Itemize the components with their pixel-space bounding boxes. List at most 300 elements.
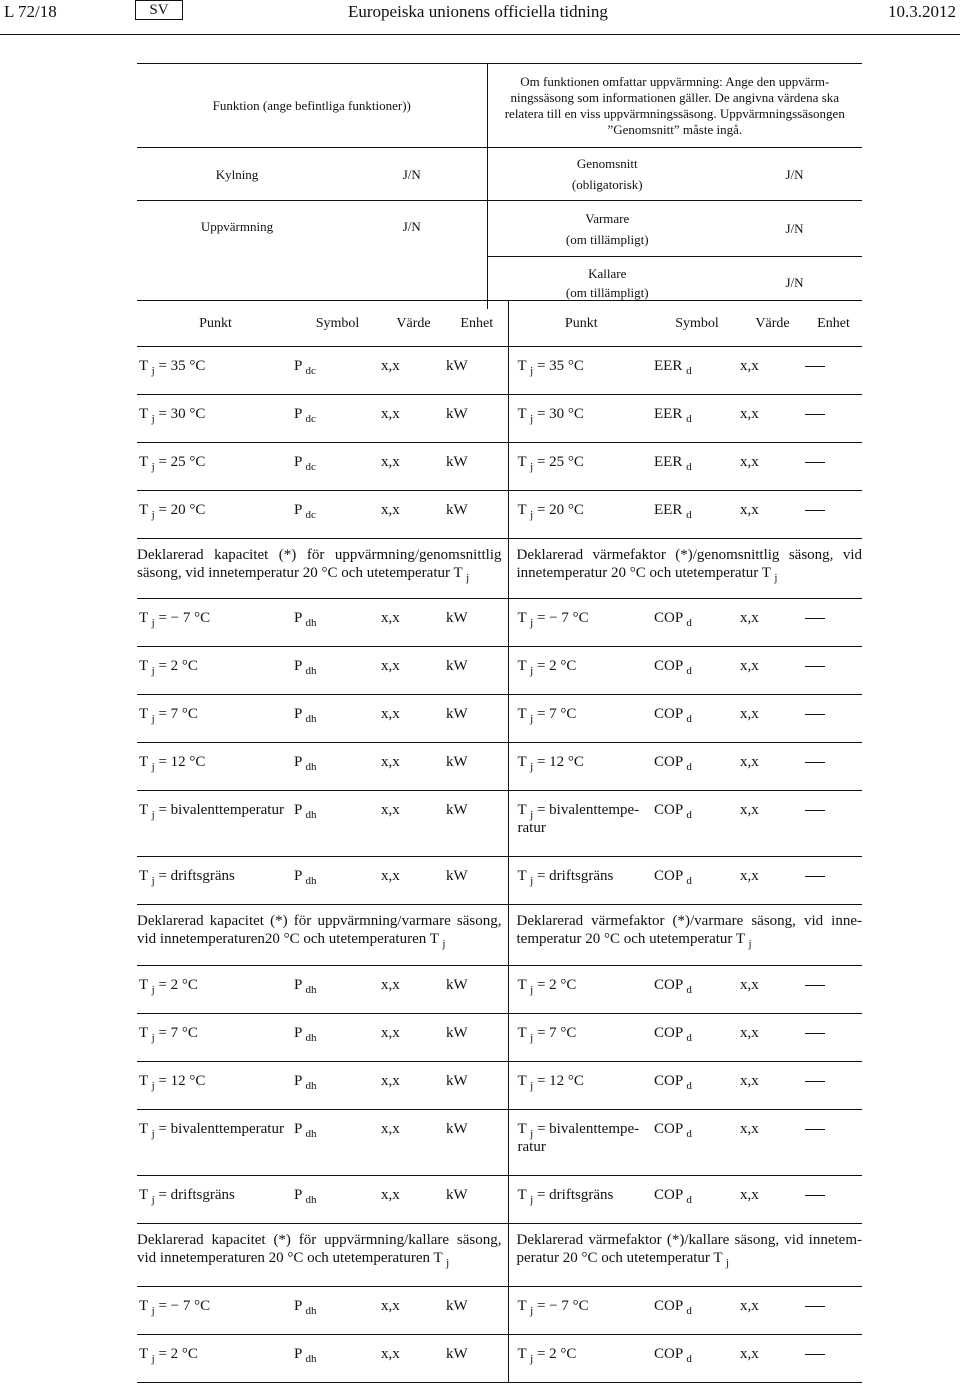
value-placeholder: x,x bbox=[381, 754, 400, 770]
value-placeholder: x,x bbox=[381, 868, 400, 884]
symbol-main: COP bbox=[654, 1187, 683, 1203]
unit-cell bbox=[805, 1014, 862, 1062]
t-symbol: T bbox=[139, 1187, 148, 1203]
value-cell bbox=[381, 791, 446, 857]
unit-kw: kW bbox=[446, 868, 468, 884]
unit-cell bbox=[805, 1062, 862, 1110]
symbol-subscript: dc bbox=[305, 413, 316, 425]
symbol-subscript: d bbox=[686, 713, 692, 725]
value-placeholder: x,x bbox=[381, 502, 400, 518]
j-subscript: j bbox=[774, 572, 778, 584]
unit-cell bbox=[446, 347, 508, 395]
symbol-main: COP bbox=[654, 706, 683, 722]
symbol-main: P bbox=[294, 802, 302, 818]
value-cell bbox=[381, 395, 446, 443]
symbol-main: COP bbox=[654, 1121, 683, 1137]
symbol-main: P bbox=[294, 706, 302, 722]
symbol-main: COP bbox=[654, 754, 683, 770]
temperature-point bbox=[508, 491, 654, 539]
temperature-point bbox=[137, 695, 294, 743]
header-symbol: Symbol bbox=[294, 301, 381, 347]
heating-label: Uppvärmning bbox=[137, 201, 337, 309]
efficiency-symbol bbox=[654, 791, 740, 857]
symbol-main: P bbox=[294, 1346, 302, 1362]
section-header-row bbox=[137, 1224, 862, 1287]
value-cell bbox=[740, 743, 805, 791]
no-unit-dash bbox=[805, 510, 825, 511]
section-text: Deklarerad värmefaktor (*)/kallare säsong, vid innetemperatur 20 °C och utetemperatur T bbox=[516, 1232, 862, 1266]
t-symbol: T bbox=[139, 358, 148, 374]
no-unit-dash bbox=[805, 810, 825, 811]
value-cell bbox=[381, 1335, 446, 1383]
value-cell bbox=[740, 443, 805, 491]
symbol-subscript: dh bbox=[305, 1032, 317, 1044]
temperature-point bbox=[137, 1335, 294, 1383]
symbol-subscript: d bbox=[686, 1194, 692, 1206]
value-cell bbox=[381, 1176, 446, 1224]
unit-cell bbox=[446, 857, 508, 905]
value-cell bbox=[381, 966, 446, 1014]
temperature-point bbox=[137, 791, 294, 857]
unit-kw: kW bbox=[446, 610, 468, 626]
symbol-subscript: d bbox=[686, 1305, 692, 1317]
value-placeholder: x,x bbox=[381, 1073, 400, 1089]
capacity-symbol bbox=[294, 1176, 381, 1224]
value-placeholder: x,x bbox=[381, 658, 400, 674]
symbol-main: P bbox=[294, 1073, 302, 1089]
value-placeholder: x,x bbox=[740, 658, 759, 674]
unit-cell bbox=[446, 966, 508, 1014]
temperature-point bbox=[508, 647, 654, 695]
page-header bbox=[0, 0, 960, 40]
t-symbol: T bbox=[139, 454, 148, 470]
unit-cell bbox=[446, 443, 508, 491]
section-title-left bbox=[137, 539, 508, 599]
warmer-season-label bbox=[487, 201, 727, 257]
j-subscript: j bbox=[466, 572, 470, 584]
unit-kw: kW bbox=[446, 406, 468, 422]
temperature-point bbox=[137, 1110, 294, 1176]
function-table bbox=[137, 63, 862, 309]
capacity-symbol bbox=[294, 1110, 381, 1176]
t-symbol: T bbox=[517, 1298, 527, 1314]
j-subscript: j bbox=[726, 1257, 730, 1269]
unit-cell bbox=[446, 1062, 508, 1110]
temperature-point bbox=[508, 443, 654, 491]
value-placeholder: x,x bbox=[381, 358, 400, 374]
symbol-subscript: dc bbox=[305, 461, 316, 473]
temperature-value: = 7 °C bbox=[533, 1025, 577, 1041]
unit-kw: kW bbox=[446, 1187, 468, 1203]
value-cell bbox=[381, 1287, 446, 1335]
temperature-value: = − 7 °C bbox=[533, 1298, 589, 1314]
j-subscript: j bbox=[530, 984, 534, 996]
t-symbol: T bbox=[139, 1073, 148, 1089]
value-placeholder: x,x bbox=[381, 454, 400, 470]
j-subscript: j bbox=[151, 509, 155, 521]
symbol-main: COP bbox=[654, 977, 683, 993]
value-placeholder: x,x bbox=[740, 406, 759, 422]
table-row bbox=[137, 491, 862, 539]
capacity-symbol bbox=[294, 443, 381, 491]
unit-kw: kW bbox=[446, 977, 468, 993]
j-subscript: j bbox=[151, 1128, 155, 1140]
heating-season-note: Om funktionen omfattar uppvärmning: Ange den uppvärmningssäsong som informationen gäller. De angivna värdena ska relatera till en viss uppvärmningssäsong. Uppvärmningssäsongen ”Genomsnitt” måste ingå. bbox=[487, 64, 862, 148]
unit-cell bbox=[805, 1335, 862, 1383]
unit-cell bbox=[805, 395, 862, 443]
header-point: Punkt bbox=[137, 301, 294, 347]
symbol-main: COP bbox=[654, 658, 683, 674]
efficiency-symbol bbox=[654, 647, 740, 695]
unit-cell bbox=[446, 743, 508, 791]
t-symbol: T bbox=[139, 868, 148, 884]
section-text: Deklarerad värmefaktor (*)/genomsnittlig säsong, vid innetemperatur 20 °C och utetemperatur T bbox=[516, 547, 862, 581]
unit-kw: kW bbox=[446, 358, 468, 374]
j-subscript: j bbox=[530, 1032, 534, 1044]
value-placeholder: x,x bbox=[740, 454, 759, 470]
efficiency-symbol bbox=[654, 857, 740, 905]
symbol-subscript: d bbox=[686, 509, 692, 521]
temperature-value: = 12 °C bbox=[533, 754, 584, 770]
value-cell bbox=[740, 1062, 805, 1110]
header-point: Punkt bbox=[508, 301, 654, 347]
no-unit-dash bbox=[805, 1033, 825, 1034]
j-subscript: j bbox=[530, 1194, 534, 1206]
symbol-subscript: d bbox=[686, 1353, 692, 1365]
t-symbol: T bbox=[517, 1073, 527, 1089]
value-placeholder: x,x bbox=[740, 358, 759, 374]
t-symbol: T bbox=[139, 1298, 148, 1314]
unit-cell bbox=[446, 791, 508, 857]
unit-kw: kW bbox=[446, 1121, 468, 1137]
symbol-subscript: dh bbox=[305, 984, 317, 996]
value-placeholder: x,x bbox=[740, 977, 759, 993]
cooling-label: Kylning bbox=[137, 148, 337, 201]
j-subscript: j bbox=[530, 617, 534, 629]
value-cell bbox=[740, 647, 805, 695]
t-symbol: T bbox=[517, 754, 527, 770]
temperature-point bbox=[137, 1014, 294, 1062]
unit-cell bbox=[805, 791, 862, 857]
t-symbol: T bbox=[517, 1346, 527, 1362]
j-subscript: j bbox=[530, 665, 534, 677]
cooling-jn: J/N bbox=[337, 148, 487, 201]
temperature-point bbox=[137, 966, 294, 1014]
symbol-subscript: d bbox=[686, 617, 692, 629]
table-row bbox=[137, 1176, 862, 1224]
symbol-subscript: d bbox=[686, 1032, 692, 1044]
temperature-point bbox=[137, 647, 294, 695]
value-cell bbox=[740, 599, 805, 647]
section-text: Deklarerad kapacitet (*) för uppvärmning/varmare säsong, vid innetemperaturen20 °C och utetemperaturen T bbox=[137, 913, 502, 947]
temperature-value: = 7 °C bbox=[154, 706, 198, 722]
value-placeholder: x,x bbox=[381, 1187, 400, 1203]
no-unit-dash bbox=[805, 414, 825, 415]
t-symbol: T bbox=[517, 502, 527, 518]
efficiency-symbol bbox=[654, 695, 740, 743]
no-unit-dash bbox=[805, 1195, 825, 1196]
symbol-subscript: d bbox=[686, 413, 692, 425]
t-symbol: T bbox=[517, 358, 527, 374]
column-header-row bbox=[137, 301, 862, 347]
table-row bbox=[137, 1287, 862, 1335]
symbol-subscript: d bbox=[686, 875, 692, 887]
unit-cell bbox=[446, 1110, 508, 1176]
capacity-symbol bbox=[294, 743, 381, 791]
section-title-left bbox=[137, 905, 508, 966]
temperature-point bbox=[137, 395, 294, 443]
header-unit: Enhet bbox=[446, 301, 508, 347]
temperature-value: = 7 °C bbox=[154, 1025, 198, 1041]
j-subscript: j bbox=[151, 1032, 155, 1044]
no-unit-dash bbox=[805, 618, 825, 619]
unit-cell bbox=[446, 1287, 508, 1335]
table-row bbox=[137, 743, 862, 791]
unit-cell bbox=[805, 857, 862, 905]
unit-kw: kW bbox=[446, 1025, 468, 1041]
temperature-value: = 20 °C bbox=[533, 502, 584, 518]
symbol-main: P bbox=[294, 1187, 302, 1203]
capacity-symbol bbox=[294, 791, 381, 857]
t-symbol: T bbox=[517, 706, 527, 722]
unit-cell bbox=[805, 1287, 862, 1335]
value-placeholder: x,x bbox=[740, 706, 759, 722]
temperature-point bbox=[508, 1176, 654, 1224]
temperature-value: = 2 °C bbox=[154, 1346, 198, 1362]
t-symbol: T bbox=[517, 1025, 527, 1041]
j-subscript: j bbox=[151, 1353, 155, 1365]
temperature-value: = driftsgräns bbox=[533, 1187, 614, 1203]
temperature-point bbox=[508, 1014, 654, 1062]
symbol-subscript: dh bbox=[305, 665, 317, 677]
efficiency-symbol bbox=[654, 1335, 740, 1383]
j-subscript: j bbox=[151, 413, 155, 425]
symbol-subscript: d bbox=[686, 1080, 692, 1092]
table-row bbox=[137, 647, 862, 695]
j-subscript: j bbox=[151, 665, 155, 677]
symbol-subscript: d bbox=[686, 809, 692, 821]
section-text: Deklarerad värmefaktor (*)/varmare säsong, vid innetemperatur 20 °C och utetemperatur T bbox=[516, 913, 862, 947]
symbol-main: P bbox=[294, 868, 302, 884]
capacity-symbol bbox=[294, 647, 381, 695]
no-unit-dash bbox=[805, 876, 825, 877]
value-placeholder: x,x bbox=[740, 802, 759, 818]
symbol-main: P bbox=[294, 1121, 302, 1137]
value-cell bbox=[381, 695, 446, 743]
j-subscript: j bbox=[530, 809, 534, 821]
temperature-value: = 25 °C bbox=[533, 454, 584, 470]
value-placeholder: x,x bbox=[381, 406, 400, 422]
colder-jn: J/N bbox=[727, 257, 862, 309]
value-placeholder: x,x bbox=[740, 1346, 759, 1362]
t-symbol: T bbox=[517, 1187, 527, 1203]
value-cell bbox=[740, 791, 805, 857]
value-cell bbox=[381, 1014, 446, 1062]
value-cell bbox=[381, 1110, 446, 1176]
efficiency-symbol bbox=[654, 1014, 740, 1062]
symbol-subscript: dc bbox=[305, 509, 316, 521]
section-header-row bbox=[137, 539, 862, 599]
table-row bbox=[137, 1335, 862, 1383]
symbol-subscript: dh bbox=[305, 761, 317, 773]
section-title-right bbox=[508, 539, 862, 599]
table-row bbox=[137, 791, 862, 857]
temperature-value: = driftsgräns bbox=[533, 868, 614, 884]
temperature-point bbox=[508, 599, 654, 647]
t-symbol: T bbox=[139, 1121, 148, 1137]
unit-cell bbox=[805, 647, 862, 695]
no-unit-dash bbox=[805, 1354, 825, 1355]
symbol-subscript: dh bbox=[305, 1194, 317, 1206]
capacity-symbol bbox=[294, 966, 381, 1014]
average-jn: J/N bbox=[727, 148, 862, 201]
unit-cell bbox=[446, 491, 508, 539]
symbol-main: P bbox=[294, 358, 302, 374]
symbol-main: P bbox=[294, 502, 302, 518]
temperature-point bbox=[508, 966, 654, 1014]
symbol-main: P bbox=[294, 977, 302, 993]
symbol-subscript: dc bbox=[305, 365, 316, 377]
value-cell bbox=[740, 695, 805, 743]
temperature-value: = 7 °C bbox=[533, 706, 577, 722]
efficiency-symbol bbox=[654, 347, 740, 395]
efficiency-symbol bbox=[654, 599, 740, 647]
value-placeholder: x,x bbox=[740, 610, 759, 626]
unit-cell bbox=[805, 1176, 862, 1224]
value-placeholder: x,x bbox=[381, 1298, 400, 1314]
value-cell bbox=[381, 857, 446, 905]
j-subscript: j bbox=[151, 761, 155, 773]
function-label: Funktion (ange befintliga funktioner)) bbox=[137, 64, 487, 148]
capacity-symbol bbox=[294, 1335, 381, 1383]
value-placeholder: x,x bbox=[740, 754, 759, 770]
value-placeholder: x,x bbox=[740, 1187, 759, 1203]
section-header-row bbox=[137, 905, 862, 966]
temperature-point bbox=[137, 1287, 294, 1335]
unit-cell bbox=[446, 395, 508, 443]
value-cell bbox=[740, 1335, 805, 1383]
temperature-value: = 35 °C bbox=[533, 358, 584, 374]
j-subscript: j bbox=[446, 1257, 450, 1269]
value-placeholder: x,x bbox=[740, 1121, 759, 1137]
temperature-value: = bivalenttemperatur bbox=[517, 1121, 640, 1155]
j-subscript: j bbox=[151, 1305, 155, 1317]
unit-kw: kW bbox=[446, 658, 468, 674]
unit-cell bbox=[805, 695, 862, 743]
temperature-point bbox=[137, 857, 294, 905]
symbol-main: COP bbox=[654, 610, 683, 626]
symbol-main: P bbox=[294, 754, 302, 770]
symbol-subscript: dh bbox=[305, 1305, 317, 1317]
j-subscript: j bbox=[151, 1080, 155, 1092]
unit-cell bbox=[446, 695, 508, 743]
table-row bbox=[137, 395, 862, 443]
unit-cell bbox=[805, 1110, 862, 1176]
value-cell bbox=[740, 347, 805, 395]
j-subscript: j bbox=[530, 509, 534, 521]
efficiency-symbol bbox=[654, 491, 740, 539]
temperature-point bbox=[508, 695, 654, 743]
value-placeholder: x,x bbox=[740, 868, 759, 884]
no-unit-dash bbox=[805, 1129, 825, 1130]
j-subscript: j bbox=[748, 938, 752, 950]
symbol-main: P bbox=[294, 1298, 302, 1314]
unit-cell bbox=[805, 966, 862, 1014]
temperature-point bbox=[137, 1062, 294, 1110]
symbol-main: COP bbox=[654, 1073, 683, 1089]
unit-cell bbox=[446, 647, 508, 695]
temperature-value: = bivalenttemperatur bbox=[154, 1121, 284, 1137]
symbol-subscript: dh bbox=[305, 617, 317, 629]
t-symbol: T bbox=[139, 406, 148, 422]
efficiency-symbol bbox=[654, 1287, 740, 1335]
j-subscript: j bbox=[530, 413, 534, 425]
symbol-main: COP bbox=[654, 802, 683, 818]
performance-table bbox=[137, 300, 862, 1383]
symbol-subscript: d bbox=[686, 665, 692, 677]
capacity-symbol bbox=[294, 395, 381, 443]
unit-kw: kW bbox=[446, 1298, 468, 1314]
header-unit: Enhet bbox=[805, 301, 862, 347]
header-symbol: Symbol bbox=[654, 301, 740, 347]
efficiency-symbol bbox=[654, 966, 740, 1014]
j-subscript: j bbox=[151, 875, 155, 887]
colder-label: Kallare bbox=[588, 265, 627, 281]
temperature-value: = bivalenttemperatur bbox=[154, 802, 284, 818]
value-cell bbox=[381, 743, 446, 791]
t-symbol: T bbox=[517, 406, 527, 422]
j-subscript: j bbox=[530, 875, 534, 887]
temperature-value: = 30 °C bbox=[154, 406, 206, 422]
t-symbol: T bbox=[517, 868, 527, 884]
value-cell bbox=[381, 443, 446, 491]
symbol-main: EER bbox=[654, 502, 683, 518]
temperature-value: = 35 °C bbox=[154, 358, 206, 374]
capacity-symbol bbox=[294, 491, 381, 539]
temperature-point bbox=[137, 599, 294, 647]
t-symbol: T bbox=[139, 754, 148, 770]
temperature-point bbox=[508, 857, 654, 905]
value-cell bbox=[381, 647, 446, 695]
unit-cell bbox=[446, 1335, 508, 1383]
warmer-label: Varmare bbox=[585, 210, 630, 226]
temperature-value: = 2 °C bbox=[533, 1346, 577, 1362]
t-symbol: T bbox=[517, 977, 527, 993]
issue-date: 10.3.2012 bbox=[888, 2, 956, 21]
t-symbol: T bbox=[517, 1121, 527, 1137]
value-placeholder: x,x bbox=[740, 502, 759, 518]
temperature-point bbox=[508, 1110, 654, 1176]
temperature-point bbox=[508, 395, 654, 443]
t-symbol: T bbox=[139, 610, 148, 626]
symbol-main: COP bbox=[654, 1346, 683, 1362]
temperature-value: = 2 °C bbox=[533, 658, 577, 674]
unit-kw: kW bbox=[446, 754, 468, 770]
unit-cell bbox=[805, 599, 862, 647]
table-row bbox=[137, 599, 862, 647]
colder-applicable: (om tillämpligt) bbox=[565, 284, 649, 300]
temperature-point bbox=[137, 347, 294, 395]
j-subscript: j bbox=[530, 1128, 534, 1140]
heating-jn: J/N bbox=[337, 201, 487, 309]
table-row bbox=[137, 1110, 862, 1176]
value-cell bbox=[740, 966, 805, 1014]
value-cell bbox=[740, 1176, 805, 1224]
symbol-main: P bbox=[294, 406, 302, 422]
value-placeholder: x,x bbox=[381, 610, 400, 626]
temperature-point bbox=[508, 791, 654, 857]
table-row bbox=[137, 966, 862, 1014]
